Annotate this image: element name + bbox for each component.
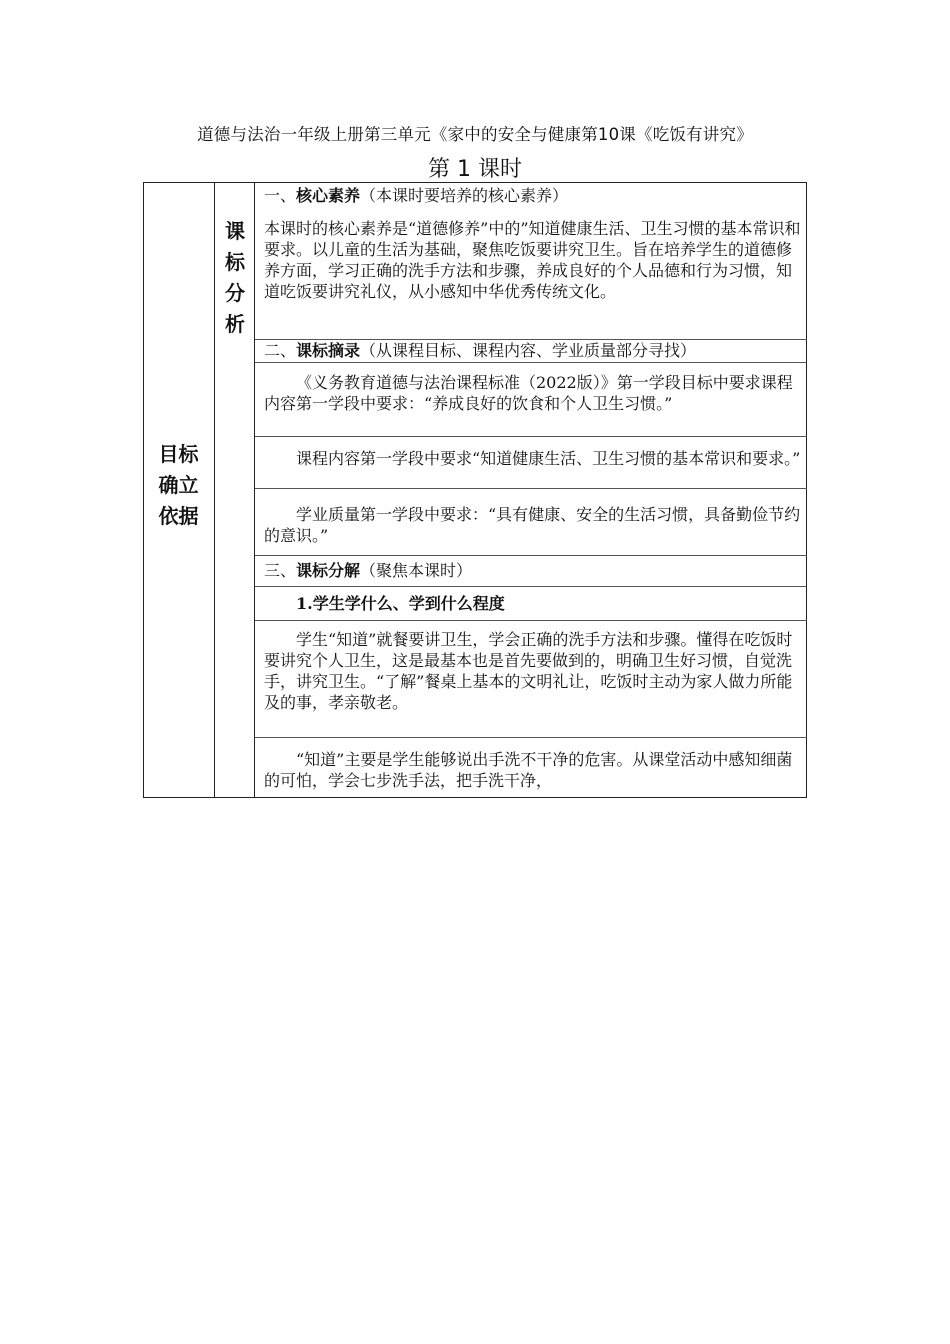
section-2-prefix: 二、 [264,341,297,360]
section-1-body: 本课时的核心素养是“道德修养”中的”知道健康生活、卫生习惯的基本常识和要求。以儿童的生活为基础，聚焦吃饭要讲究卫生。旨在培养学生的道德修养方面，学习正确的洗手方法和步骤，养成良好的个人品德和行为习惯，知道吃饭要讲究礼仪，从小感知中华优秀传统文化。 [264,219,801,301]
section-1-note: （本课时要培养的核心素养） [360,186,569,205]
row-rule [255,488,807,489]
section-3-para-2: “知道”主要是学生能够说出手洗不干净的危害。从课堂活动中感知细菌的可怕，学会七步洗手法，把手洗干净， [264,750,793,790]
section-3-prefix: 三、 [264,561,297,580]
section-2-para-1: 《义务教育道德与法治课程标准（2022版）》第一学段目标中要求课程内容第一学段中要求：“养成良好的饮食和个人卫生习惯。” [264,373,793,413]
table-divider-2 [254,182,255,798]
section-1-title: 核心素养 [296,186,361,205]
section-3-para-1: 学生“知道”就餐要讲卫生，学会正确的洗手方法和步骤。懂得在吃饭时要讲究个人卫生，这是最基本也是首先要做到的，明确卫生好习惯，自觉洗手，讲究卫生。“了解”餐桌上基本的文明礼让，吃饭时主动为家人做力所能及的事，孝亲敬老。 [264,630,793,712]
section-1-heading [264,185,804,206]
lesson-title: 第 1 课时 [428,157,522,182]
row-rule [255,362,807,363]
page-title: 道德与法治一年级上册第三单元《家中的安全与健康第10课《吃饭有讲究》 [197,125,753,144]
section-2-heading [264,340,804,361]
target-basis-cell [143,182,214,798]
analysis-table [143,182,807,798]
section-3-title: 课标分解 [296,561,361,580]
section-3-heading [264,560,804,581]
section-1-prefix: 一、 [264,186,297,205]
row-rule [255,620,807,621]
row-rule [255,436,807,437]
section-3-subheading: 1.学生学什么、学到什么程度 [296,594,505,613]
standard-analysis-cell [215,182,254,798]
standard-analysis-label: 课标分析 [225,219,245,336]
section-2-title: 课标摘录 [296,341,361,360]
row-rule [255,555,807,556]
section-2-note: （从课程目标、课程内容、学业质量部分寻找） [360,341,697,360]
target-basis-label: 目标确立依据 [158,441,199,528]
section-2-para-2: 课程内容第一学段中要求“知道健康生活、卫生习惯的基本常识和要求。” [296,449,801,468]
row-rule [255,586,807,587]
section-2-para-3: 学业质量第一学段中要求：“具有健康、安全的生活习惯，具备勤俭节约的意识。” [264,505,801,545]
section-3-note: （聚焦本课时） [360,561,473,580]
table-border-right [806,182,807,798]
row-rule [255,737,807,738]
